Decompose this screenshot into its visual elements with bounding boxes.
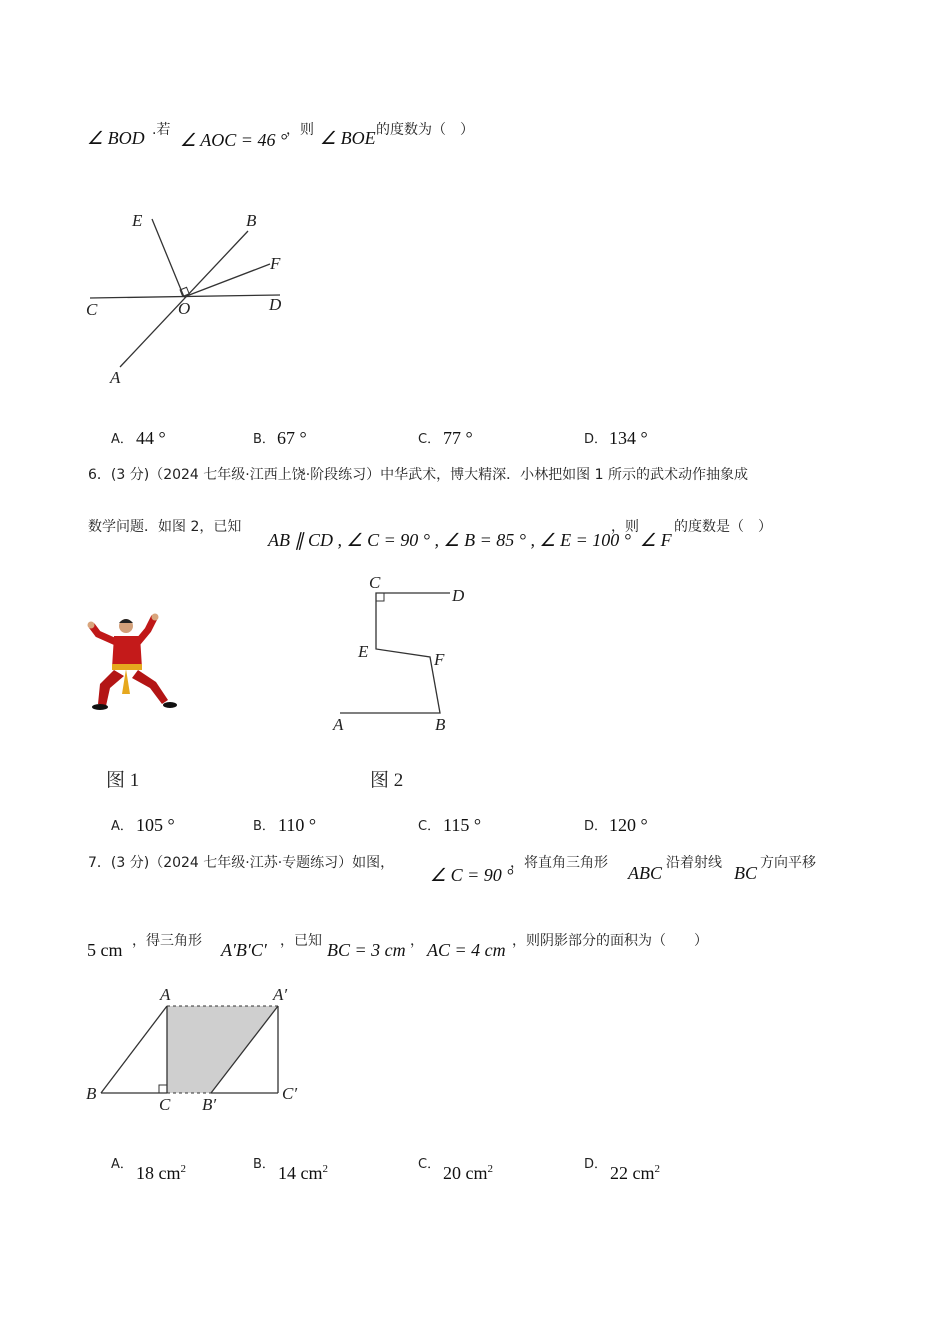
label-b-prime: B′ [202,1095,217,1114]
label-c: C [86,300,98,319]
q7-option-b-value: 14 cm [278,1163,323,1183]
q7-option-a-sup: 2 [180,1163,186,1175]
label-b: B [246,211,257,230]
q7-text-translate: ，将直角三角形 [510,855,608,871]
q7-math-c: ∠ C = 90 ° [430,865,514,885]
q5-math-bod: ∠ BOD [87,128,145,148]
label-b: B [435,715,446,734]
q7-option-d-value: 22 cm [610,1163,655,1183]
shaded-region [167,1006,278,1093]
q6-math-f: ∠ F [640,530,672,550]
ray-of [184,264,270,297]
q5-text-then: ，则 [286,122,314,138]
q7-math-5cm: 5 cm [87,940,123,960]
q6-option-c-label[interactable]: C． [418,819,441,834]
label-f: F [434,650,445,669]
q6-option-d-label[interactable]: D． [584,819,608,834]
q6-text-given: 数学问题．如图 2，已知 [88,519,242,535]
q6-martial-artist-image [86,612,182,716]
q6-option-b-label[interactable]: B． [253,819,275,834]
q5-option-c-value[interactable]: 77 ° [443,428,473,448]
q5-option-a-label[interactable]: A． [111,432,133,447]
q6-figure-2 [322,568,482,744]
q6-figure1-caption: 图 1 [106,770,140,791]
q6-figure2-caption: 图 2 [370,770,404,791]
label-a-prime: A′ [273,985,288,1004]
q7-text-get: ，得三角形 [132,933,202,949]
q7-option-c-label[interactable]: C． [418,1157,441,1172]
q6-line1: 6．(3 分)（2024 七年级·江西上饶·阶段练习）中华武术，博大精深．小林把如图 1 所示的武术动作抽象成 [88,467,748,483]
q7-math-abc: ABC [628,863,662,883]
q7-text-comma: ， [410,933,424,949]
q7-option-a[interactable] [136,1163,186,1184]
q6-option-a-label[interactable]: A． [111,819,133,834]
q7-option-c-value: 20 cm [443,1163,488,1183]
q7-option-b[interactable] [278,1163,328,1184]
q7-text-known: ，已知 [280,933,322,949]
label-c-prime: C′ [282,1084,298,1103]
q5-math-boe: ∠ BOE [320,128,376,148]
q6-math-given: AB ∥ CD , ∠ C = 90 ° , ∠ B = 85 ° , ∠ E = 100 ° [268,530,631,550]
right-angle-mark-c [159,1085,167,1093]
q5-option-b-value[interactable]: 67 ° [277,428,307,448]
q6-option-c-value[interactable]: 115 ° [443,815,482,835]
label-c: C [159,1095,171,1114]
label-f: F [270,254,281,273]
q5-option-c-label[interactable]: C． [418,432,441,447]
q6-text-then: ，则 [611,519,639,535]
q7-math-abc-prime: A′B′C′ [221,940,267,960]
q5-text-question: 的度数为（ ） [376,122,474,138]
label-d: D [269,295,282,314]
q7-text-intro: 7．(3 分)（2024 七年级·江苏·专题练习）如图， [88,855,395,871]
q5-option-d-value[interactable]: 134 ° [609,428,648,448]
q7-figure [80,982,310,1117]
q7-option-b-sup: 2 [322,1163,328,1175]
label-e: E [358,642,369,661]
ray-oe [152,219,184,297]
q5-figure [80,205,310,390]
q5-option-d-label[interactable]: D． [584,432,608,447]
q7-text-ray: 沿着射线 [666,855,722,871]
q7-option-c-sup: 2 [487,1163,493,1175]
label-e: E [132,211,143,230]
right-angle-mark-c [376,593,384,601]
q7-option-c[interactable] [443,1163,493,1184]
q7-option-d-label[interactable]: D． [584,1157,608,1172]
q6-option-b-value[interactable]: 110 ° [278,815,317,835]
q5-option-a-value[interactable]: 44 ° [136,428,166,448]
q7-option-a-value: 18 cm [136,1163,181,1183]
label-b: B [86,1084,97,1103]
q7-math-bc: BC [734,863,758,883]
q6-option-d-value[interactable]: 120 ° [609,815,648,835]
label-d: D [452,586,465,605]
q7-option-a-label[interactable]: A． [111,1157,133,1172]
label-a: A [110,368,121,387]
q7-text-direction: 方向平移 [760,855,816,871]
q7-option-b-label[interactable]: B． [253,1157,275,1172]
q6-option-a-value[interactable]: 105 ° [136,815,175,835]
q5-text-if: .若 [152,122,171,138]
q7-math-ac4: AC = 4 cm [427,940,506,960]
q7-math-bc3: BC = 3 cm [327,940,406,960]
label-a: A [333,715,344,734]
label-c: C [369,573,381,592]
q7-option-d-sup: 2 [654,1163,660,1175]
q7-text-question: ，则阴影部分的面积为（ ） [512,933,708,949]
q5-math-aoc: ∠ AOC = 46 ° [180,130,288,150]
label-a: A [160,985,171,1004]
q7-option-d[interactable] [610,1163,660,1184]
q6-text-question: 的度数是（ ） [674,519,772,535]
q5-option-b-label[interactable]: B． [253,432,275,447]
label-o: O [178,299,191,318]
